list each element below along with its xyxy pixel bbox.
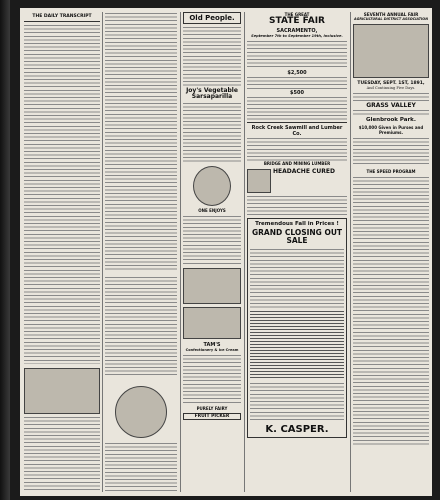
grass-valley: GRASS VALLEY [366, 102, 416, 109]
confectionery-ad: Confectionery & Ice Cream [185, 348, 239, 352]
lumber-sub: BRIDGE AND MINING LUMBER [263, 161, 331, 166]
illustration-figures [183, 268, 241, 304]
masthead: THE DAILY TRANSCRIPT [24, 12, 100, 22]
flower-illustration [193, 166, 231, 206]
price-list [250, 310, 344, 380]
fair-date: TUESDAY, SEPT. 1ST, 1891, [357, 81, 425, 86]
headache-illustration [247, 169, 271, 193]
one-enjoys: ONE ENJOYS [198, 208, 226, 213]
fair-text-2 [353, 109, 429, 117]
tremendous-fall: Tremendous Fall in Prices ! [255, 221, 339, 227]
lumber-text [247, 137, 347, 161]
column-rule [244, 12, 245, 492]
ad-text-4 [183, 354, 241, 404]
ad-text-3 [183, 215, 241, 265]
illustration-reaper [24, 368, 100, 414]
k-casper: K. CASPER. [265, 424, 329, 435]
glenbrook-park: Glenbrook Park. [366, 117, 416, 123]
fair-text-2 [247, 76, 347, 90]
column-2 [105, 12, 177, 492]
old-people-heading: Old People. [183, 12, 241, 24]
news-text-3 [105, 442, 177, 492]
column-rule [180, 12, 181, 492]
closing-sale-heading: GRAND CLOSING OUT SALE [251, 228, 343, 245]
seal-emblem [115, 386, 167, 438]
column-1 [24, 12, 100, 492]
five-days: And Continuing Five Days. [366, 86, 416, 90]
agricultural-association: AGRICULTURAL DISTRICT ASSOCIATION [353, 17, 429, 21]
column-rule [102, 12, 103, 492]
prize-2500: $2,500 [287, 70, 307, 76]
column-5 [353, 12, 429, 492]
seventh-annual-fair: SEVENTH ANNUAL FAIR [363, 12, 419, 17]
fair-text [247, 40, 347, 70]
sacramento: SACRAMENTO, [276, 28, 318, 34]
fruit-picker: FRUIT PICKER [183, 413, 241, 420]
prize-500: $500 [290, 90, 304, 96]
column-rule [350, 12, 351, 492]
ad-text [183, 26, 241, 86]
closing-sale-ad [247, 218, 347, 438]
joys-ad: Joy's Vegetable Sarsaparilla [186, 87, 238, 100]
sale-text-2 [250, 382, 344, 422]
ad-text-2 [183, 102, 241, 162]
news-text [24, 24, 100, 364]
fair-text-3 [353, 137, 429, 167]
news-text-2 [105, 276, 177, 376]
news-text-lower [24, 416, 100, 492]
fair-text-3 [247, 96, 347, 120]
the-great: THE GREAT [284, 12, 310, 17]
lumber-co: Rock Creek Sawmill and Lumber Co. [247, 122, 347, 137]
speed-program-text [353, 176, 429, 446]
headache-text [247, 195, 347, 215]
speed-program: THE SPEED PROGRAM [366, 169, 416, 174]
purely-fairy: PURELY FAIRY [196, 406, 228, 411]
column-3 [183, 12, 241, 492]
newspaper-page [20, 8, 432, 496]
binding-edge [0, 0, 10, 500]
headache-cured: HEADACHE CURED [273, 168, 335, 175]
illustration-building [183, 307, 241, 339]
fair-dates: September 7th to September 19th, Inclusive. [251, 34, 343, 38]
state-fair-heading: STATE FAIR [269, 16, 325, 26]
purses-premiums: $10,000 Given in Purses and Premiums. [358, 125, 424, 135]
headache-ad [247, 169, 347, 193]
horse-cart-illustration [353, 24, 429, 78]
fair-text [353, 92, 429, 102]
sale-text [250, 248, 344, 308]
tams-ad: TAM'S [203, 342, 221, 348]
news-text [105, 12, 177, 272]
column-4 [247, 12, 347, 492]
